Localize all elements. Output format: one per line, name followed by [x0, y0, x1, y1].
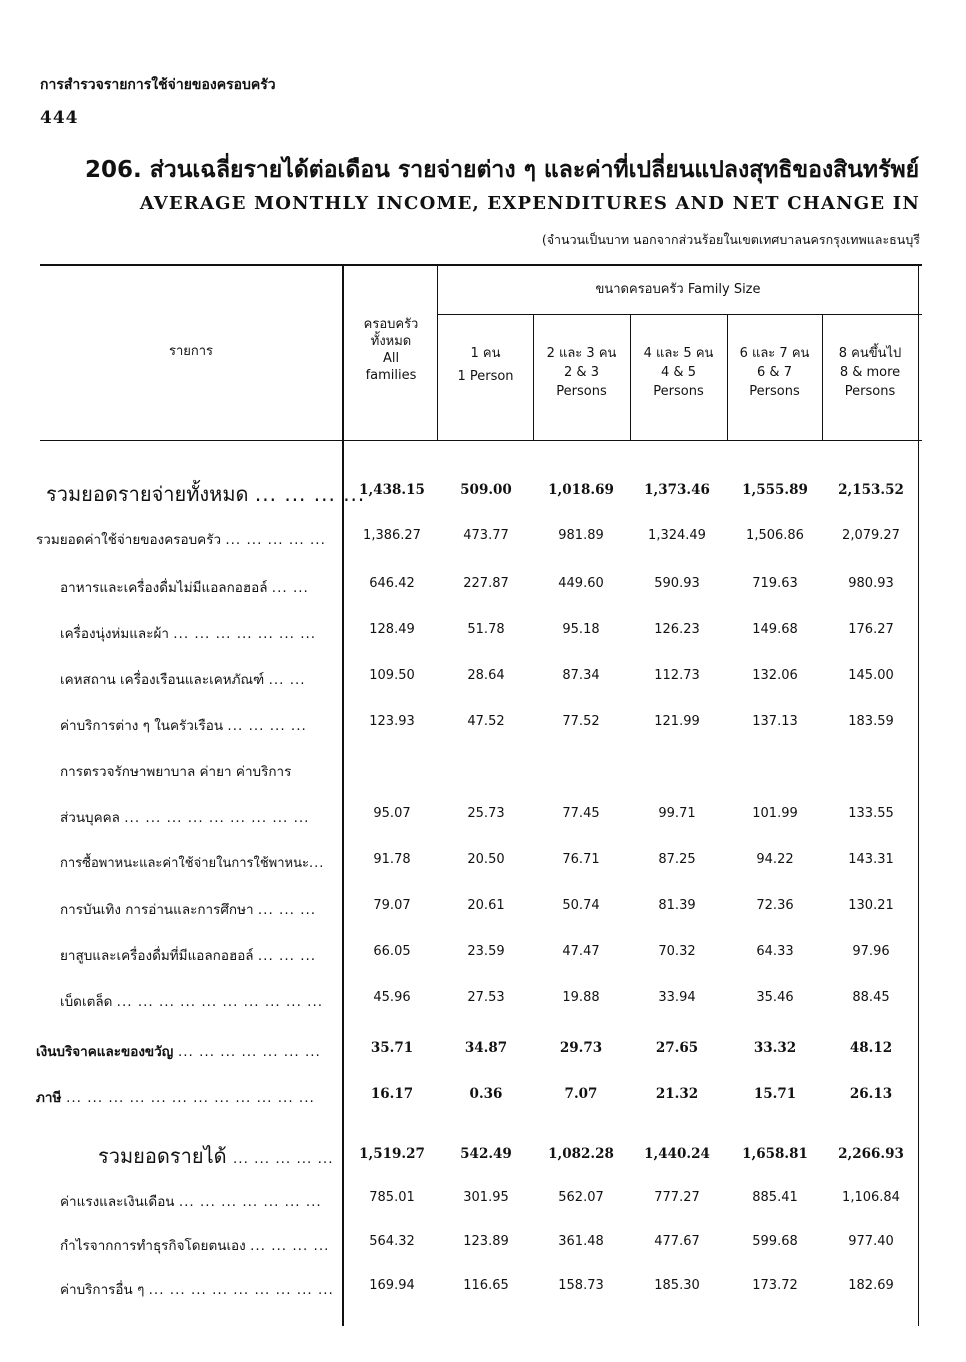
table-row — [0, 1278, 966, 1302]
family-size-rule — [438, 314, 922, 315]
row-label: ค่าแรงและเงินเดือน ... ... ... ... ... ... ... — [60, 1194, 322, 1210]
cell-value: 981.89 — [558, 528, 604, 543]
running-head: การสำรวจรายการใช้จ่ายของครอบครัว — [40, 77, 276, 93]
cell-value: 1,506.86 — [746, 528, 804, 543]
cell-value: 94.22 — [756, 852, 794, 867]
cell-value: 1,440.24 — [644, 1146, 710, 1162]
table-row — [0, 1146, 966, 1170]
table-title-thai: 206. ส่วนเฉลี่ยรายได้ต่อเดือน รายจ่ายต่าง ๆ และค่าที่เปลี่ยนแปลงสุทธิของสินทรัพย์ — [85, 157, 920, 183]
table-row — [0, 852, 966, 876]
cell-value: 1,519.27 — [359, 1146, 425, 1162]
cell-value: 121.99 — [654, 714, 700, 729]
cell-value: 28.64 — [467, 668, 505, 683]
cell-value: 176.27 — [848, 622, 894, 637]
table-row — [0, 482, 966, 506]
cell-value: 16.17 — [370, 1086, 414, 1102]
row-label: เงินบริจาคและของขวัญ ... ... ... ... ... ... ... — [36, 1044, 321, 1060]
cell-value: 719.63 — [752, 576, 798, 591]
cell-value: 64.33 — [756, 944, 794, 959]
header-family-size: ขนาดครอบครัว Family Size — [595, 282, 761, 297]
cell-value: 130.21 — [848, 898, 894, 913]
cell-value: 126.23 — [654, 622, 700, 637]
table-row — [0, 1086, 966, 1110]
header-all-families: ครอบครัว ทั้งหมด All families — [363, 317, 419, 383]
cell-value: 35.71 — [370, 1040, 414, 1056]
table-top-rule — [40, 264, 922, 266]
cell-value: 70.32 — [658, 944, 696, 959]
cell-value: 1,555.89 — [742, 482, 808, 498]
table-row — [0, 1040, 966, 1064]
cell-value: 1,106.84 — [842, 1190, 900, 1205]
cell-value: 885.41 — [752, 1190, 798, 1205]
cell-value: 185.30 — [654, 1278, 700, 1293]
cell-value: 25.73 — [467, 806, 505, 821]
header-size-4-5: 4 และ 5 คน 4 & 5 Persons — [643, 346, 714, 399]
row-label: รวมยอดรายได้ ... ... ... ... ... — [98, 1144, 334, 1168]
cell-value: 87.34 — [562, 668, 600, 683]
cell-value: 301.95 — [463, 1190, 509, 1205]
table-row — [0, 760, 966, 784]
cell-value: 33.94 — [658, 990, 696, 1005]
table-row — [0, 528, 966, 552]
cell-value: 0.36 — [469, 1086, 503, 1102]
cell-value: 29.73 — [559, 1040, 603, 1056]
cell-value: 123.89 — [463, 1234, 509, 1249]
cell-value: 47.47 — [562, 944, 600, 959]
cell-value: 66.05 — [373, 944, 411, 959]
cell-value: 1,658.81 — [742, 1146, 808, 1162]
cell-value: 81.39 — [658, 898, 696, 913]
cell-value: 7.07 — [564, 1086, 598, 1102]
header-size-8-more: 8 คนขึ้นไป 8 & more Persons — [838, 346, 902, 399]
row-label: กำไรจากการทำธุรกิจโดยตนเอง ... ... ... ... — [60, 1238, 330, 1254]
cell-value: 509.00 — [460, 482, 512, 498]
cell-value: 20.50 — [467, 852, 505, 867]
row-label: ยาสูบและเครื่องดื่มที่มีแอลกอฮอล์ ... ... ... — [60, 948, 317, 964]
cell-value: 2,153.52 — [838, 482, 904, 498]
row-label: ค่าบริการอื่น ๆ ... ... ... ... ... ... ... ... ... — [60, 1282, 334, 1298]
cell-value: 361.48 — [558, 1234, 604, 1249]
cell-value: 23.59 — [467, 944, 505, 959]
row-label: รวมยอดค่าใช้จ่ายของครอบครัว ... ... ... ... ... — [36, 532, 326, 548]
row-label: การตรวจรักษาพยาบาล ค่ายา ค่าบริการ — [60, 764, 292, 780]
table-row — [0, 714, 966, 738]
cell-value: 45.96 — [373, 990, 411, 1005]
cell-value: 473.77 — [463, 528, 509, 543]
cell-value: 72.36 — [756, 898, 794, 913]
header-size-2-3: 2 และ 3 คน 2 & 3 Persons — [546, 346, 617, 399]
cell-value: 27.53 — [467, 990, 505, 1005]
cell-value: 132.06 — [752, 668, 798, 683]
table-row — [0, 1190, 966, 1214]
cell-value: 182.69 — [848, 1278, 894, 1293]
row-label: อาหารและเครื่องดื่มไม่มีแอลกอฮอล์ ... ... — [60, 580, 309, 596]
cell-value: 145.00 — [848, 668, 894, 683]
table-row — [0, 806, 966, 830]
cell-value: 169.94 — [369, 1278, 415, 1293]
cell-value: 88.45 — [852, 990, 890, 1005]
table-row — [0, 576, 966, 600]
table-row — [0, 668, 966, 692]
cell-value: 123.93 — [369, 714, 415, 729]
cell-value: 95.18 — [562, 622, 600, 637]
cell-value: 449.60 — [558, 576, 604, 591]
cell-value: 51.78 — [467, 622, 505, 637]
cell-value: 48.12 — [849, 1040, 893, 1056]
table-row — [0, 622, 966, 646]
cell-value: 77.52 — [562, 714, 600, 729]
row-label: เบ็ดเตล็ด ... ... ... ... ... ... ... ... ... ... — [60, 994, 324, 1010]
cell-value: 15.71 — [753, 1086, 797, 1102]
cell-value: 91.78 — [373, 852, 411, 867]
unit-note: (จำนวนเป็นบาท นอกจากส่วนร้อยในเขตเทศบาลนครกรุงเทพและธนบุรี — [541, 232, 920, 247]
cell-value: 21.32 — [655, 1086, 699, 1102]
table-title-english: AVERAGE MONTHLY INCOME, EXPENDITURES AND NET CHANGE IN — [139, 193, 920, 214]
cell-value: 1,386.27 — [363, 528, 421, 543]
row-label: เครื่องนุ่งห่มและผ้า ... ... ... ... ... ... ... — [60, 626, 317, 642]
row-label: ส่วนบุคคล ... ... ... ... ... ... ... ... ... — [60, 810, 310, 826]
cell-value: 133.55 — [848, 806, 894, 821]
cell-value: 116.65 — [463, 1278, 509, 1293]
cell-value: 27.65 — [655, 1040, 699, 1056]
row-label: รวมยอดรายจ่ายทั้งหมด ... ... ... ... — [46, 482, 366, 506]
table-row — [0, 898, 966, 922]
cell-value: 599.68 — [752, 1234, 798, 1249]
header-bottom-rule — [40, 440, 922, 441]
table-row — [0, 990, 966, 1014]
row-label: ค่าบริการต่าง ๆ ในครัวเรือน ... ... ... ... — [60, 718, 307, 734]
cell-value: 149.68 — [752, 622, 798, 637]
cell-value: 19.88 — [562, 990, 600, 1005]
cell-value: 562.07 — [558, 1190, 604, 1205]
cell-value: 35.46 — [756, 990, 794, 1005]
cell-value: 785.01 — [369, 1190, 415, 1205]
cell-value: 76.71 — [562, 852, 600, 867]
cell-value: 1,324.49 — [648, 528, 706, 543]
cell-value: 2,266.93 — [838, 1146, 904, 1162]
cell-value: 1,082.28 — [548, 1146, 614, 1162]
cell-value: 50.74 — [562, 898, 600, 913]
row-label: การบันเทิง การอ่านและการศึกษา ... ... ... — [60, 902, 317, 918]
cell-value: 20.61 — [467, 898, 505, 913]
cell-value: 227.87 — [463, 576, 509, 591]
cell-value: 1,438.15 — [359, 482, 425, 498]
cell-value: 99.71 — [658, 806, 696, 821]
row-label: การซื้อพาหนะและค่าใช้จ่ายในการใช้พาหนะ... — [60, 856, 325, 871]
cell-value: 97.96 — [852, 944, 890, 959]
cell-value: 977.40 — [848, 1234, 894, 1249]
table-row — [0, 944, 966, 968]
cell-value: 158.73 — [558, 1278, 604, 1293]
cell-value: 143.31 — [848, 852, 894, 867]
cell-value: 1,018.69 — [548, 482, 614, 498]
cell-value: 47.52 — [467, 714, 505, 729]
cell-value: 77.45 — [562, 806, 600, 821]
cell-value: 590.93 — [654, 576, 700, 591]
cell-value: 564.32 — [369, 1234, 415, 1249]
cell-value: 183.59 — [848, 714, 894, 729]
cell-value: 646.42 — [369, 576, 415, 591]
page-number: 444 — [40, 108, 79, 128]
cell-value: 33.32 — [753, 1040, 797, 1056]
cell-value: 173.72 — [752, 1278, 798, 1293]
cell-value: 26.13 — [849, 1086, 893, 1102]
cell-value: 87.25 — [658, 852, 696, 867]
table-row — [0, 1234, 966, 1258]
header-item-column: รายการ — [168, 344, 214, 359]
header-size-1: 1 คน 1 Person — [457, 346, 514, 384]
cell-value: 777.27 — [654, 1190, 700, 1205]
cell-value: 101.99 — [752, 806, 798, 821]
cell-value: 477.67 — [654, 1234, 700, 1249]
cell-value: 2,079.27 — [842, 528, 900, 543]
row-label: เคหสถาน เครื่องเรือนและเคหภัณฑ์ ... ... — [60, 672, 306, 688]
cell-value: 79.07 — [373, 898, 411, 913]
cell-value: 137.13 — [752, 714, 798, 729]
cell-value: 980.93 — [848, 576, 894, 591]
header-size-6-7: 6 และ 7 คน 6 & 7 Persons — [739, 346, 810, 399]
cell-value: 109.50 — [369, 668, 415, 683]
cell-value: 542.49 — [460, 1146, 512, 1162]
cell-value: 1,373.46 — [644, 482, 710, 498]
cell-value: 95.07 — [373, 806, 411, 821]
row-label: ภาษี ... ... ... ... ... ... ... ... ... ... ... ... — [36, 1090, 315, 1106]
cell-value: 112.73 — [654, 668, 700, 683]
cell-value: 34.87 — [464, 1040, 508, 1056]
cell-value: 128.49 — [369, 622, 415, 637]
